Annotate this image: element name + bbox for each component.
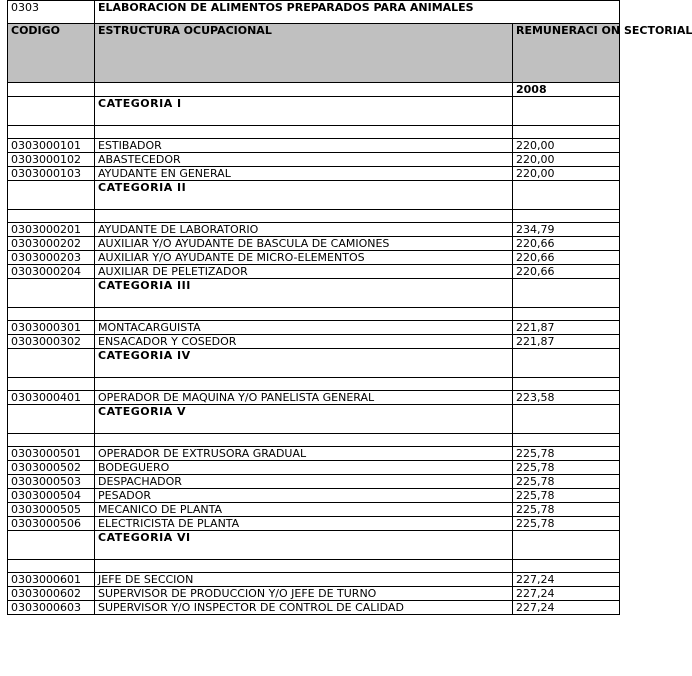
occupation-code: 0303000301 <box>8 321 95 335</box>
salary-value: 221,87 <box>513 335 620 349</box>
occupation-code: 0303000502 <box>8 461 95 475</box>
occupation-name: AUXILIAR Y/O AYUDANTE DE BASCULA DE CAMIONES <box>95 237 513 251</box>
occupation-name: ABASTECEDOR <box>95 153 513 167</box>
occupation-code: 0303000601 <box>8 573 95 587</box>
year-label: 2008 <box>513 83 620 97</box>
header-remuneracion: REMUNERACI ON SECTORIAL <box>513 24 620 83</box>
year-row <box>8 83 620 97</box>
spacer-row <box>8 434 620 447</box>
salary-value: 227,24 <box>513 587 620 601</box>
salary-value: 220,00 <box>513 153 620 167</box>
occupation-code: 0303000506 <box>8 517 95 531</box>
occupation-code: 0303000501 <box>8 447 95 461</box>
occupation-name: ENSACADOR Y COSEDOR <box>95 335 513 349</box>
table-row <box>8 335 620 349</box>
salary-value: 227,24 <box>513 573 620 587</box>
category-header-row <box>8 97 620 126</box>
salary-value: 225,78 <box>513 447 620 461</box>
table-row <box>8 265 620 279</box>
table-row <box>8 139 620 153</box>
occupation-name: AUXILIAR DE PELETIZADOR <box>95 265 513 279</box>
header-estructura: ESTRUCTURA OCUPACIONAL <box>95 24 513 83</box>
salary-value: 225,78 <box>513 503 620 517</box>
sector-title: ELABORACION DE ALIMENTOS PREPARADOS PARA ANIMALES <box>95 1 620 24</box>
occupation-name: OPERADOR DE EXTRUSORA GRADUAL <box>95 447 513 461</box>
spacer-row <box>8 210 620 223</box>
category-header-row <box>8 405 620 434</box>
table-row <box>8 391 620 405</box>
occupation-code: 0303000603 <box>8 601 95 615</box>
occupation-name: AYUDANTE EN GENERAL <box>95 167 513 181</box>
occupation-code: 0303000401 <box>8 391 95 405</box>
table-row <box>8 475 620 489</box>
salary-value: 220,00 <box>513 167 620 181</box>
occupation-code: 0303000204 <box>8 265 95 279</box>
salary-value: 225,78 <box>513 489 620 503</box>
occupation-name: AUXILIAR Y/O AYUDANTE DE MICRO-ELEMENTOS <box>95 251 513 265</box>
table-row <box>8 167 620 181</box>
table-row <box>8 223 620 237</box>
salary-value: 234,79 <box>513 223 620 237</box>
occupation-code: 0303000103 <box>8 167 95 181</box>
occupation-code: 0303000101 <box>8 139 95 153</box>
salary-value: 225,78 <box>513 517 620 531</box>
category-label: CATEGORIA V <box>98 405 187 418</box>
category-header-row <box>8 531 620 560</box>
salary-value: 221,87 <box>513 321 620 335</box>
table-row <box>8 153 620 167</box>
occupation-code: 0303000202 <box>8 237 95 251</box>
occupation-name: AYUDANTE DE LABORATORIO <box>95 223 513 237</box>
category-header-row <box>8 349 620 378</box>
occupation-name: DESPACHADOR <box>95 475 513 489</box>
header-row <box>8 24 620 83</box>
table-row <box>8 587 620 601</box>
occupation-code: 0303000302 <box>8 335 95 349</box>
occupation-name: BODEGUERO <box>95 461 513 475</box>
table-row <box>8 601 620 615</box>
table-row <box>8 517 620 531</box>
table-row <box>8 251 620 265</box>
occupation-name: SUPERVISOR Y/O INSPECTOR DE CONTROL DE CALIDAD <box>95 601 513 615</box>
table-row <box>8 237 620 251</box>
occupation-name: ELECTRICISTA DE PLANTA <box>95 517 513 531</box>
category-header-row <box>8 279 620 308</box>
occupation-name: ESTIBADOR <box>95 139 513 153</box>
table-row <box>8 321 620 335</box>
salary-value: 225,78 <box>513 461 620 475</box>
occupation-code: 0303000505 <box>8 503 95 517</box>
category-header-row <box>8 181 620 210</box>
occupation-code: 0303000602 <box>8 587 95 601</box>
table-row <box>8 573 620 587</box>
table-row <box>8 447 620 461</box>
occupation-name: SUPERVISOR DE PRODUCCION Y/O JEFE DE TURNO <box>95 587 513 601</box>
spacer-row <box>8 560 620 573</box>
spacer-row <box>8 308 620 321</box>
occupation-name: OPERADOR DE MAQUINA Y/O PANELISTA GENERAL <box>95 391 513 405</box>
occupation-code: 0303000203 <box>8 251 95 265</box>
category-label: CATEGORIA II <box>98 181 187 194</box>
salary-value: 227,24 <box>513 601 620 615</box>
table-row <box>8 489 620 503</box>
spacer-row <box>8 126 620 139</box>
occupation-name: JEFE DE SECCION <box>95 573 513 587</box>
salary-value: 220,00 <box>513 139 620 153</box>
category-label: CATEGORIA I <box>98 97 182 110</box>
salary-value: 220,66 <box>513 265 620 279</box>
occupation-code: 0303000504 <box>8 489 95 503</box>
occupation-name: MECANICO DE PLANTA <box>95 503 513 517</box>
salary-value: 220,66 <box>513 237 620 251</box>
occupation-code: 0303000503 <box>8 475 95 489</box>
category-label: CATEGORIA IV <box>98 349 191 362</box>
occupation-name: PESADOR <box>95 489 513 503</box>
sector-code: 0303 <box>8 1 95 24</box>
occupational-salary-table <box>7 0 692 615</box>
category-label: CATEGORIA VI <box>98 531 191 544</box>
category-label: CATEGORIA III <box>98 279 191 292</box>
salary-value: 223,58 <box>513 391 620 405</box>
header-codigo: CODIGO <box>8 24 95 83</box>
salary-value: 225,78 <box>513 475 620 489</box>
table-row <box>8 503 620 517</box>
table-row <box>8 461 620 475</box>
salary-value: 220,66 <box>513 251 620 265</box>
occupation-name: MONTACARGUISTA <box>95 321 513 335</box>
occupation-code: 0303000102 <box>8 153 95 167</box>
title-row <box>8 1 620 24</box>
occupation-code: 0303000201 <box>8 223 95 237</box>
spacer-row <box>8 378 620 391</box>
